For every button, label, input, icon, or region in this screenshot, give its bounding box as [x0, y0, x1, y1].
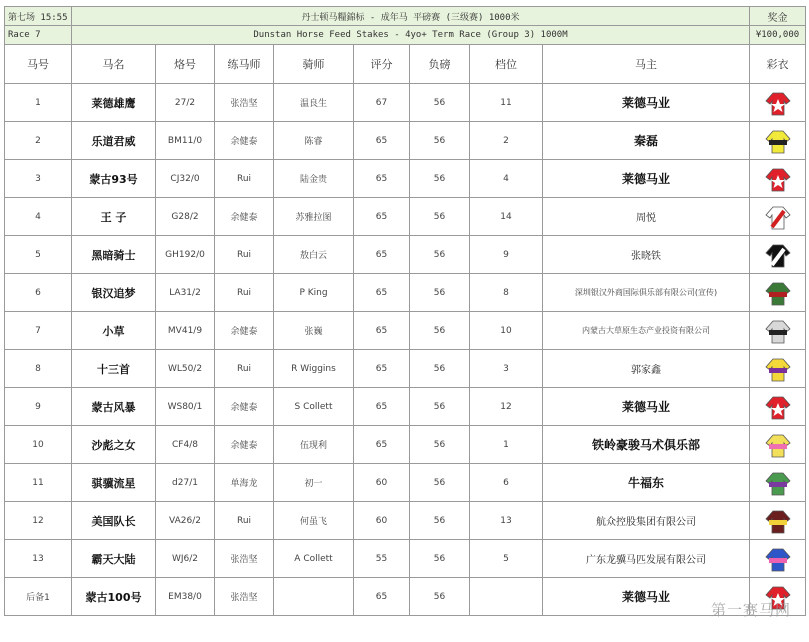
rating: 65: [354, 274, 410, 312]
draw: 11: [470, 84, 543, 122]
silks-cell: [750, 426, 806, 464]
brand-number: GH192/0: [156, 236, 215, 274]
horse-number: 7: [5, 312, 72, 350]
trainer-name: 单海龙: [215, 464, 274, 502]
trainer-name: Rui: [215, 502, 274, 540]
race-table: [4, 6, 806, 616]
silks-cell: [750, 274, 806, 312]
silks-cell: [750, 540, 806, 578]
table-row: [5, 236, 806, 274]
owner-name: 牛福东: [543, 464, 750, 502]
horse-number: 11: [5, 464, 72, 502]
race-number-time: 第七场 15:55: [5, 7, 72, 26]
draw: 10: [470, 312, 543, 350]
weight: 56: [410, 198, 470, 236]
brand-number: WJ6/2: [156, 540, 215, 578]
table-row: [5, 540, 806, 578]
trainer-name: Rui: [215, 350, 274, 388]
trainer-name: 张浩坚: [215, 540, 274, 578]
horse-number: 13: [5, 540, 72, 578]
jockey-silks-icon: [764, 241, 792, 269]
table-row: [5, 426, 806, 464]
weight: 56: [410, 388, 470, 426]
owner-name: 航众控股集团有限公司: [543, 502, 750, 540]
draw: 8: [470, 274, 543, 312]
horse-number: 后备1: [5, 578, 72, 616]
silks-cell: [750, 160, 806, 198]
silks-cell: [750, 388, 806, 426]
col-header-trainer: 练马师: [215, 45, 274, 84]
rating: 65: [354, 198, 410, 236]
horse-name: 乐道君威: [72, 122, 156, 160]
owner-name: 莱德马业: [543, 160, 750, 198]
col-header-horse: 马名: [72, 45, 156, 84]
brand-number: WS80/1: [156, 388, 215, 426]
owner-name: 铁岭豪骏马术俱乐部: [543, 426, 750, 464]
jockey-silks-icon: [764, 203, 792, 231]
trainer-name: Rui: [215, 160, 274, 198]
table-row: [5, 274, 806, 312]
jockey-silks-icon: [764, 165, 792, 193]
horse-name: 美国队长: [72, 502, 156, 540]
rating: 65: [354, 312, 410, 350]
owner-name: 周悦: [543, 198, 750, 236]
brand-number: 27/2: [156, 84, 215, 122]
horse-number: 6: [5, 274, 72, 312]
race-card: [4, 6, 805, 642]
draw: 9: [470, 236, 543, 274]
weight: 56: [410, 312, 470, 350]
silks-cell: [750, 464, 806, 502]
brand-number: MV41/9: [156, 312, 215, 350]
table-row: [5, 502, 806, 540]
draw: 13: [470, 502, 543, 540]
jockey-name: 何虽飞: [274, 502, 354, 540]
jockey-silks-icon: [764, 279, 792, 307]
weight: 56: [410, 502, 470, 540]
horse-number: 5: [5, 236, 72, 274]
weight: 56: [410, 426, 470, 464]
trainer-name: Rui: [215, 236, 274, 274]
draw: 12: [470, 388, 543, 426]
silks-cell: [750, 502, 806, 540]
draw: [470, 578, 543, 616]
jockey-silks-icon: [764, 469, 792, 497]
header-row-chinese: [5, 7, 806, 26]
brand-number: LA31/2: [156, 274, 215, 312]
horse-name: 十三首: [72, 350, 156, 388]
race-title-en: Dunstan Horse Feed Stakes - 4yo+ Term Race (Group 3) 1000M: [72, 26, 750, 45]
jockey-silks-icon: [764, 507, 792, 535]
owner-name: 内蒙古大草原生态产业投资有限公司: [543, 312, 750, 350]
rating: 60: [354, 502, 410, 540]
horse-number: 2: [5, 122, 72, 160]
brand-number: WL50/2: [156, 350, 215, 388]
owner-name: 广东龙骥马匹发展有限公司: [543, 540, 750, 578]
col-header-rating: 评分: [354, 45, 410, 84]
jockey-name: 陆金贵: [274, 160, 354, 198]
jockey-silks-icon: [764, 355, 792, 383]
watermark-logo: 第一赛马网: [710, 601, 791, 619]
horse-name: 小草: [72, 312, 156, 350]
rating: 65: [354, 578, 410, 616]
jockey-name: [274, 578, 354, 616]
silks-cell: [750, 350, 806, 388]
weight: 56: [410, 540, 470, 578]
table-row: [5, 388, 806, 426]
jockey-silks-icon: [764, 317, 792, 345]
rating: 67: [354, 84, 410, 122]
rating: 65: [354, 236, 410, 274]
owner-name: 深圳银汉外商国际俱乐部有限公司(宣传): [543, 274, 750, 312]
weight: 56: [410, 350, 470, 388]
rating: 65: [354, 350, 410, 388]
horse-name: 蒙古100号: [72, 578, 156, 616]
table-row: [5, 350, 806, 388]
jockey-name: 苏雅拉图: [274, 198, 354, 236]
owner-name: 莱德马业: [543, 84, 750, 122]
weight: 56: [410, 464, 470, 502]
horse-number: 3: [5, 160, 72, 198]
jockey-name: A Collett: [274, 540, 354, 578]
brand-number: d27/1: [156, 464, 215, 502]
draw: 4: [470, 160, 543, 198]
jockey-name: S Collett: [274, 388, 354, 426]
horse-name: 银汉追梦: [72, 274, 156, 312]
col-header-draw: 档位: [470, 45, 543, 84]
horse-number: 10: [5, 426, 72, 464]
rating: 65: [354, 160, 410, 198]
table-row: [5, 84, 806, 122]
draw: 1: [470, 426, 543, 464]
jockey-silks-icon: [764, 393, 792, 421]
table-row: [5, 578, 806, 616]
jockey-name: 陈睿: [274, 122, 354, 160]
col-header-owner: 马主: [543, 45, 750, 84]
draw: 3: [470, 350, 543, 388]
owner-name: 莱德马业: [543, 388, 750, 426]
trainer-name: 张浩坚: [215, 84, 274, 122]
draw: 14: [470, 198, 543, 236]
table-row: [5, 160, 806, 198]
brand-number: VA26/2: [156, 502, 215, 540]
col-header-brand: 烙号: [156, 45, 215, 84]
jockey-name: 初一: [274, 464, 354, 502]
col-header-jockey: 骑师: [274, 45, 354, 84]
jockey-name: 敖白云: [274, 236, 354, 274]
col-header-number: 马号: [5, 45, 72, 84]
trainer-name: 余健泰: [215, 388, 274, 426]
brand-number: EM38/0: [156, 578, 215, 616]
trainer-name: 余健泰: [215, 198, 274, 236]
jockey-silks-icon: [764, 89, 792, 117]
horse-name: 王 子: [72, 198, 156, 236]
jockey-name: 温良生: [274, 84, 354, 122]
silks-cell: [750, 198, 806, 236]
table-row: [5, 198, 806, 236]
weight: 56: [410, 578, 470, 616]
horse-name: 黑暗骑士: [72, 236, 156, 274]
draw: 2: [470, 122, 543, 160]
owner-name: 郭家鑫: [543, 350, 750, 388]
horse-name: 沙彪之女: [72, 426, 156, 464]
owner-name: 张晓铁: [543, 236, 750, 274]
brand-number: BM11/0: [156, 122, 215, 160]
horse-number: 9: [5, 388, 72, 426]
silks-cell: [750, 122, 806, 160]
col-header-weight: 负磅: [410, 45, 470, 84]
weight: 56: [410, 274, 470, 312]
trainer-name: 张浩坚: [215, 578, 274, 616]
trainer-name: 余健泰: [215, 122, 274, 160]
jockey-silks-icon: [764, 127, 792, 155]
trainer-name: 余健泰: [215, 312, 274, 350]
horse-name: 蒙古93号: [72, 160, 156, 198]
brand-number: CF4/8: [156, 426, 215, 464]
horse-name: 莱德雄鹰: [72, 84, 156, 122]
race-title-cn: 丹士顿马糧錦标 - 成年马 平磅赛 (三级赛) 1000米: [72, 7, 750, 26]
jockey-name: 张巍: [274, 312, 354, 350]
horse-number: 12: [5, 502, 72, 540]
weight: 56: [410, 160, 470, 198]
horse-name: 骐骥流星: [72, 464, 156, 502]
rating: 65: [354, 388, 410, 426]
owner-name: 秦磊: [543, 122, 750, 160]
silks-cell: [750, 84, 806, 122]
horse-number: 8: [5, 350, 72, 388]
horse-name: 霸天大陆: [72, 540, 156, 578]
jockey-name: 伍现利: [274, 426, 354, 464]
jockey-silks-icon: [764, 431, 792, 459]
draw: 5: [470, 540, 543, 578]
header-row-english: [5, 26, 806, 45]
silks-cell: [750, 312, 806, 350]
column-header-row: [5, 45, 806, 84]
jockey-name: P King: [274, 274, 354, 312]
rating: 65: [354, 426, 410, 464]
rating: 65: [354, 122, 410, 160]
weight: 56: [410, 236, 470, 274]
trainer-name: 余健泰: [215, 426, 274, 464]
race-number-en: Race 7: [5, 26, 72, 45]
prize-value: ¥100,000: [750, 26, 806, 45]
rating: 55: [354, 540, 410, 578]
col-header-silks: 彩衣: [750, 45, 806, 84]
weight: 56: [410, 84, 470, 122]
table-row: [5, 312, 806, 350]
silks-cell: [750, 236, 806, 274]
horse-number: 4: [5, 198, 72, 236]
table-row: [5, 122, 806, 160]
owner-name: 莱德马业: [543, 578, 750, 616]
jockey-silks-icon: [764, 545, 792, 573]
draw: 6: [470, 464, 543, 502]
jockey-name: R Wiggins: [274, 350, 354, 388]
horse-name: 蒙古风暴: [72, 388, 156, 426]
brand-number: G28/2: [156, 198, 215, 236]
horse-number: 1: [5, 84, 72, 122]
prize-label: 奖金: [750, 7, 806, 26]
brand-number: CJ32/0: [156, 160, 215, 198]
table-row: [5, 464, 806, 502]
rating: 60: [354, 464, 410, 502]
weight: 56: [410, 122, 470, 160]
trainer-name: Rui: [215, 274, 274, 312]
